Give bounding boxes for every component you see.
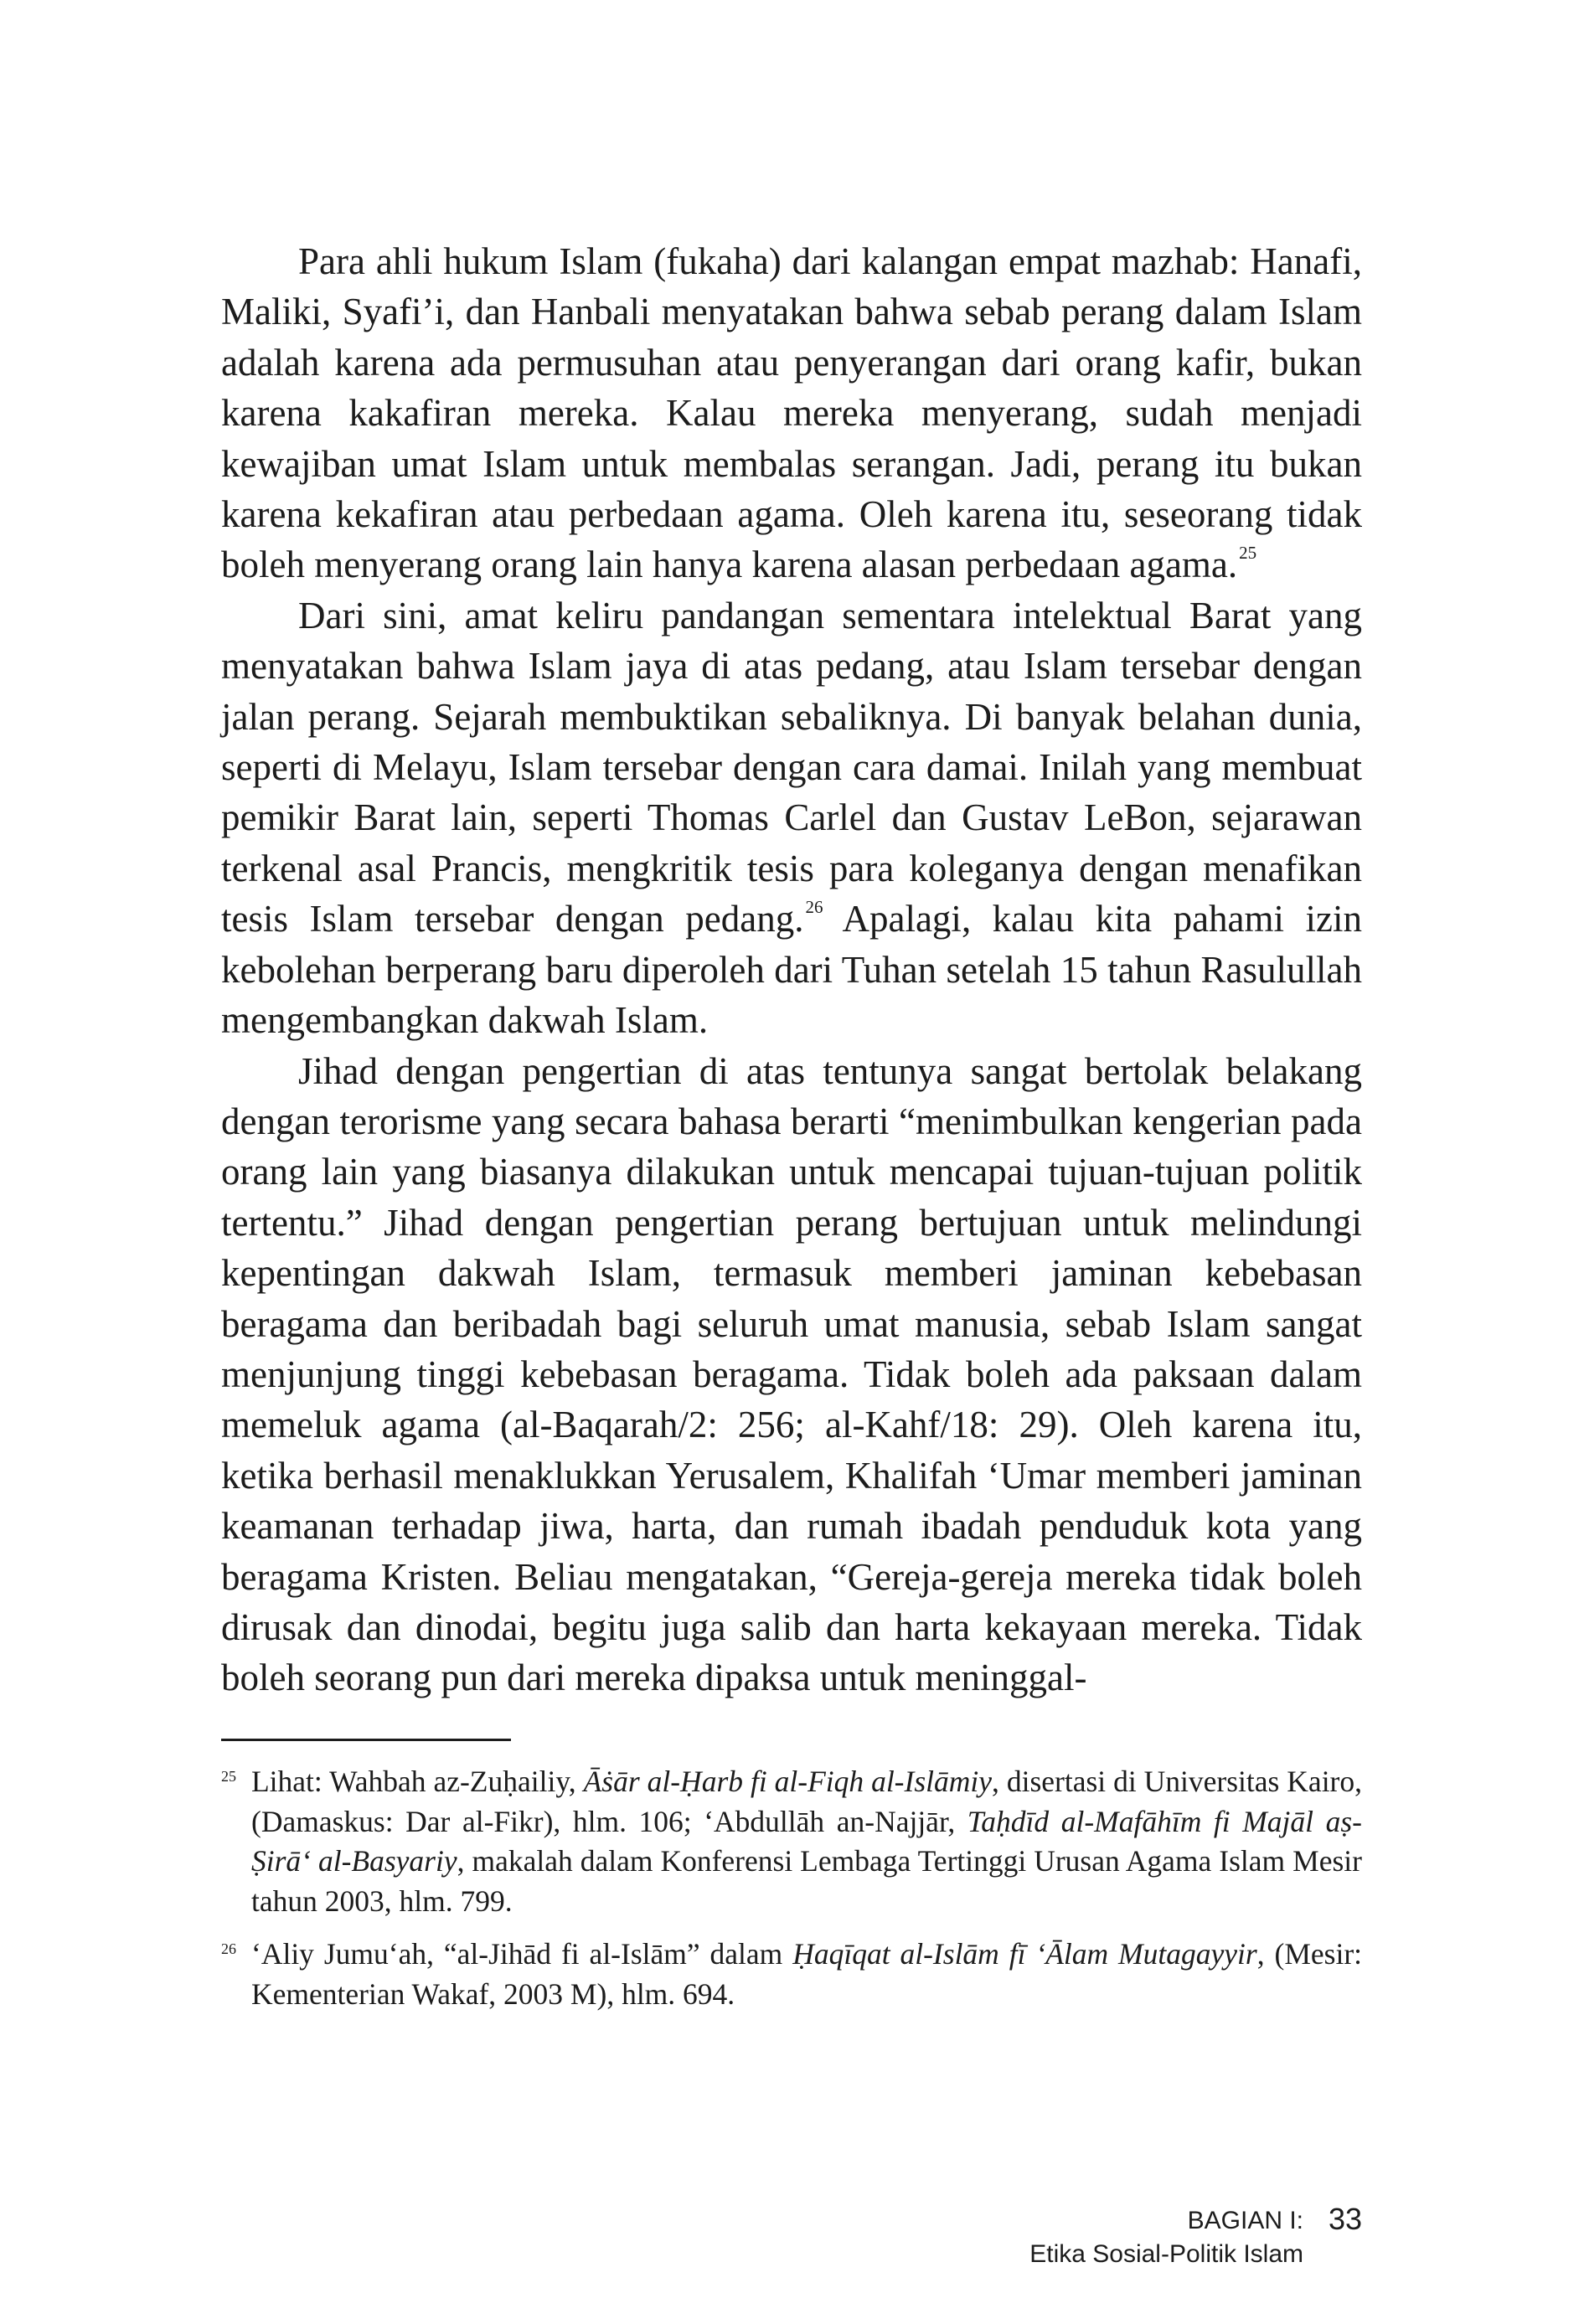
footnote-title: Ḥaqīqat al-Islām fī ‘Ālam Mutagayyir <box>792 1937 1257 1971</box>
footnote-text: , (Mesir: Kementerian Wakaf, 2003 M), hlm. 694. <box>251 1937 1363 2011</box>
footnote-number: 26 <box>221 1940 236 1957</box>
page-number: 33 <box>1328 2202 1362 2236</box>
paragraph-2-text-b: Apalagi, kalau kita pahami izin kebolehan berperang baru diperoleh dari Tuhan setelah 15 tahun Rasulullah mengembangkan dakwah Islam. <box>221 898 1362 1042</box>
running-footer <box>1029 2204 1303 2271</box>
footnote-title: Taḥdīd al-Mafāhīm fi Majāl aṣ-Ṣirā‘ al-Basyariy <box>251 1804 1362 1878</box>
paragraph-2-text-a: Dari sini, amat keliru pandangan sementara intelektual Barat yang menyatakan bahwa Islam jaya di atas pedang, atau Islam tersebar dengan jalan perang. Sejarah membuktikan sebaliknya. Di banyak belahan dunia, seperti di Melayu, Islam tersebar dengan cara damai. Inilah yang membuat pemikir Barat lain, seperti Thomas Carlel dan Gustav LeBon, sejarawan terkenal asal Prancis, mengkritik tesis para koleganya dengan menafikan tesis Islam tersebar dengan pedang. <box>221 594 1362 940</box>
section-label: BAGIAN I: <box>1187 2207 1303 2234</box>
footnote-ref-25: 25 <box>1239 543 1257 564</box>
footnote-text: , makalah dalam Konferensi Lembaga Tertinggi Urusan Agama Islam Mesir tahun 2003, hlm. 799. <box>251 1844 1362 1918</box>
footnote-ref-26: 26 <box>805 897 823 918</box>
footnote-number: 25 <box>221 1768 236 1785</box>
footnotes <box>221 1762 1362 2014</box>
main-text <box>221 236 1362 1703</box>
footnote-text: ‘Aliy Jumu‘ah, “al-Jihād fi al-Islām” dalam <box>251 1937 793 1971</box>
footnote-title: Āṡār al-Ḥarb fi al-Fiqh al-Islāmiy <box>583 1765 993 1798</box>
section-subtitle: Etika Sosial-Politik Islam <box>1029 2240 1303 2268</box>
footnote-text: , disertasi di Universitas Kairo, (Damaskus: Dar al-Fikr), hlm. 106; ‘Abdullāh an-Najjār, <box>251 1765 1362 1838</box>
footnote-25 <box>221 1762 1362 1921</box>
paragraph-2 <box>221 590 1362 1046</box>
footnote-separator <box>221 1739 511 1741</box>
paragraph-3 <box>221 1046 1362 1703</box>
footnote-text: Lihat: Wahbah az-Zuḥailiy, <box>251 1765 584 1798</box>
paragraph-1-text: Para ahli hukum Islam (fukaha) dari kalangan empat mazhab: Hanafi, Maliki, Syafi’i, dan Hanbali menyatakan bahwa sebab perang dalam Islam adalah karena ada permusuhan atau penyerangan dari orang kafir, bukan karena kakafiran mereka. Kalau mereka menyerang, sudah menjadi kewajiban umat Islam untuk membalas serangan. Jadi, perang itu bukan karena kekafiran atau perbedaan agama. Oleh karena itu, seseorang tidak boleh menyerang orang lain hanya karena alasan perbedaan agama. <box>221 240 1362 586</box>
paragraph-3-text: Jihad dengan pengertian di atas tentunya sangat bertolak belakang dengan terorisme yang secara bahasa berarti “menimbulkan kengerian pada orang lain yang biasanya dilakukan untuk mencapai tujuan-tujuan politik tertentu.” Jihad dengan pengertian perang bertujuan untuk melindungi kepentingan dakwah Islam, termasuk memberi jaminan kebebasan beragama dan beribadah bagi seluruh umat manusia, sebab Islam sangat menjunjung tinggi kebebasan beragama. Tidak boleh ada paksaan dalam memeluk agama (al-Baqarah/2: 256; al-Kahf/18: 29). Oleh karena itu, ketika berhasil menaklukkan Yerusalem, Khalifah ‘Umar memberi jaminan keamanan terhadap jiwa, harta, dan rumah ibadah penduduk kota yang beragama Kristen. Beliau mengatakan, “Gereja-gereja mereka tidak boleh dirusak dan dinodai, begitu juga salib dan harta kekayaan mereka. Tidak boleh seorang pun dari mereka dipaksa untuk meninggal- <box>221 1049 1362 1699</box>
footnote-26 <box>221 1935 1362 2014</box>
paragraph-1 <box>221 236 1362 590</box>
